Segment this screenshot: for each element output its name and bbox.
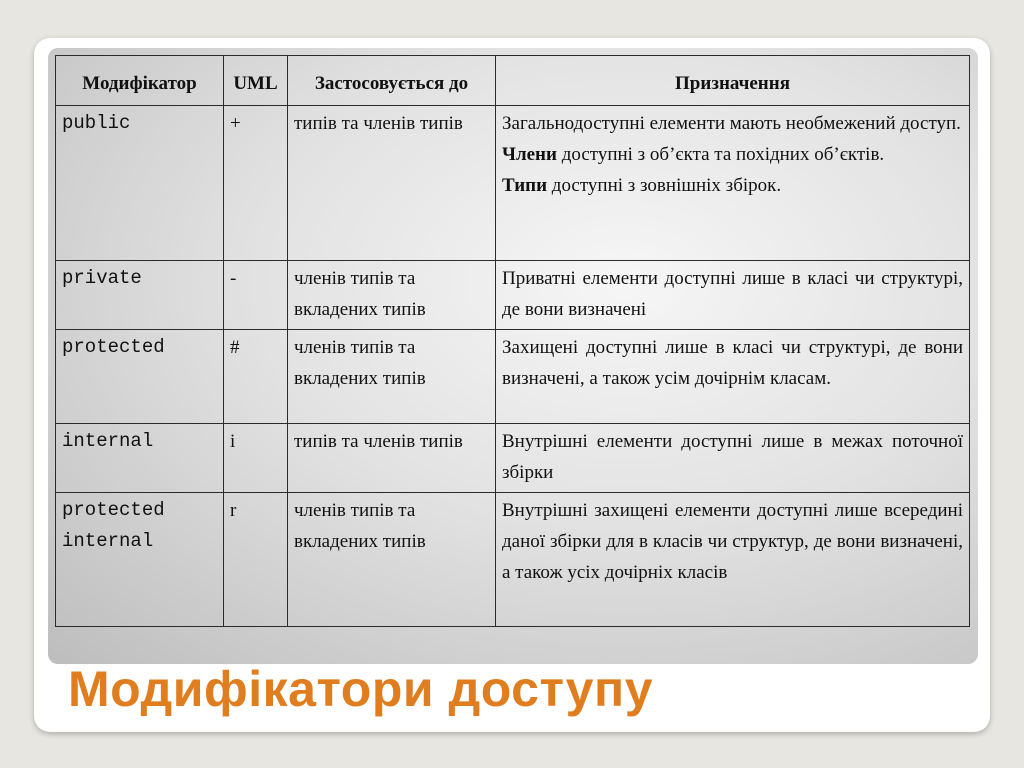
uml-cell: r [224, 493, 288, 627]
header-applies-to: Застосовується до [288, 56, 496, 106]
purpose-cell: Внутрішні захищені елементи доступні лише всередині даної збірки для в класів чи структур, де вони визначені, а також усіх дочірніх класів [496, 493, 970, 627]
modifier-cell: private [56, 261, 224, 330]
header-purpose: Призначення [496, 56, 970, 106]
table-row [56, 106, 970, 261]
header-modifier: Модифікатор [56, 56, 224, 106]
table-row [56, 261, 970, 330]
uml-cell: + [224, 106, 288, 261]
purpose-line: Типи доступні з зовнішніх збірок. [502, 175, 782, 196]
uml-cell: i [224, 424, 288, 493]
applies-to-cell: типів та членів типів [288, 424, 496, 493]
purpose-cell [496, 106, 970, 261]
slide-title: Модифікатори доступу [68, 661, 653, 717]
uml-cell: # [224, 330, 288, 424]
purpose-cell: Захищені доступні лише в класі чи структурі, де вони визначені, а також усім дочірнім класам. [496, 330, 970, 424]
applies-to-cell: типів та членів типів [288, 106, 496, 261]
table-header-row [56, 56, 970, 106]
purpose-line: Загальнодоступні елементи мають необмежений доступ. [502, 113, 961, 134]
modifier-cell: protected [56, 330, 224, 424]
purpose-cell: Внутрішні елементи доступні лише в межах поточної збірки [496, 424, 970, 493]
applies-to-cell: членів типів та вкладених типів [288, 330, 496, 424]
modifier-cell: protected internal [56, 493, 224, 627]
access-modifiers-table [55, 55, 970, 627]
modifier-cell: internal [56, 424, 224, 493]
purpose-line: Члени доступні з об’єкта та похідних об’єктів. [502, 144, 885, 165]
applies-to-cell: членів типів та вкладених типів [288, 493, 496, 627]
purpose-cell: Приватні елементи доступні лише в класі чи структурі, де вони визначені [496, 261, 970, 330]
header-uml: UML [224, 56, 288, 106]
uml-cell: - [224, 261, 288, 330]
modifier-cell: public [56, 106, 224, 261]
table-row [56, 424, 970, 493]
applies-to-cell: членів типів та вкладених типів [288, 261, 496, 330]
table-row [56, 493, 970, 627]
table-row [56, 330, 970, 424]
